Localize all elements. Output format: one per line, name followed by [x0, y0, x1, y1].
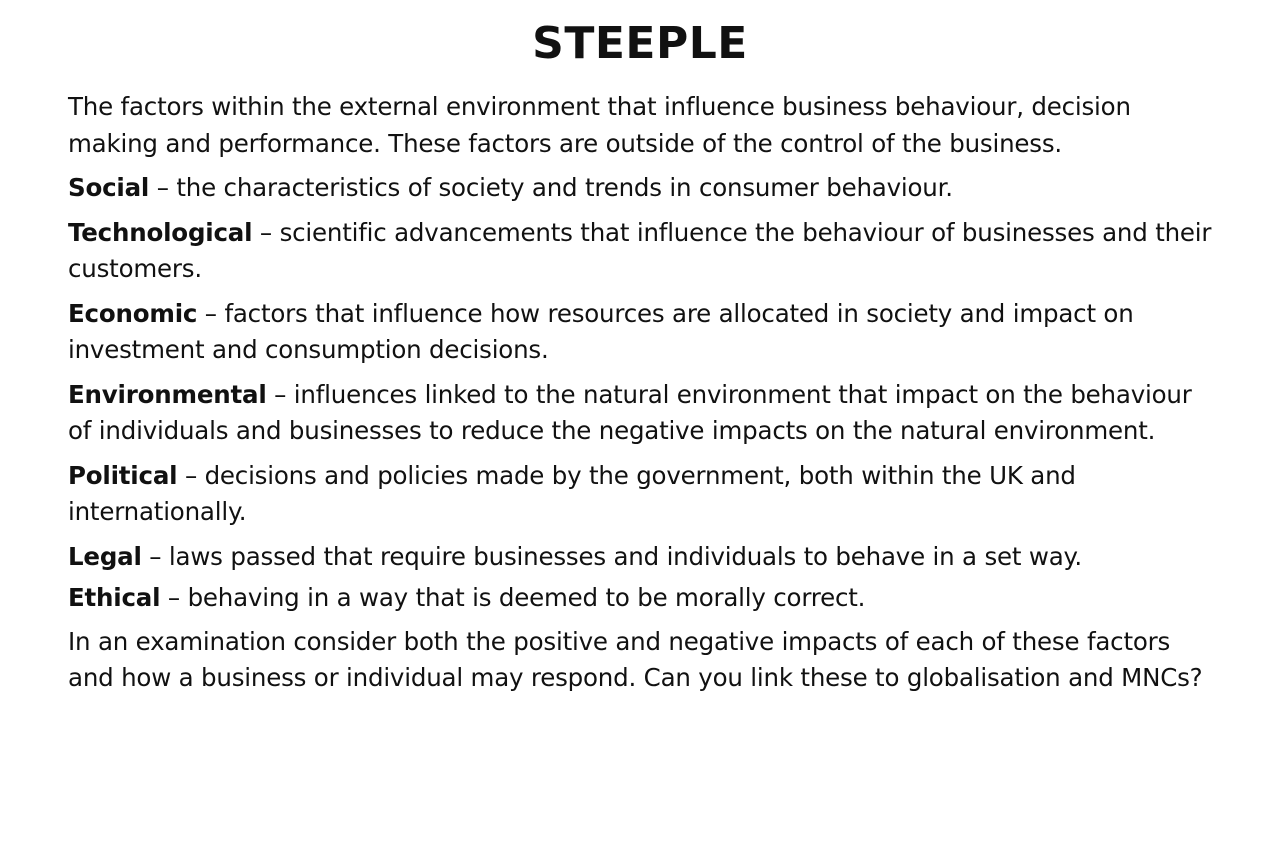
- factor-name: Ethical: [68, 583, 161, 612]
- factor-name: Environmental: [68, 379, 267, 409]
- factor-name: Social: [68, 173, 150, 202]
- factor-description: – scientific advancements that influence the behaviour of businesses and their customers.: [68, 217, 1212, 283]
- factor-ethical: [68, 580, 1218, 617]
- factor-political: [68, 458, 1218, 531]
- factor-description: – decisions and policies made by the government, both within the UK and internationally.: [68, 460, 1076, 526]
- factor-description: – laws passed that require businesses and individuals to behave in a set way.: [141, 541, 1082, 571]
- closing-paragraph: In an examination consider both the positive and negative impacts of each of these factors and how a business or individual may respond. Can you link these to globalisation and MNCs?: [68, 626, 1203, 692]
- factor-name: Political: [68, 460, 178, 490]
- factor-economic: [68, 296, 1218, 369]
- factor-environmental: [68, 377, 1218, 450]
- factor-technological: [68, 215, 1218, 288]
- intro-paragraph: The factors within the external environment that influence business behaviour, decision making and performance. These factors are outside of the control of the business.: [68, 92, 1131, 158]
- page-title: STEEPLE: [532, 18, 748, 69]
- factor-legal: [68, 539, 1218, 576]
- factor-description: – the characteristics of society and trends in consumer behaviour.: [149, 173, 953, 202]
- factor-social: [68, 170, 1218, 207]
- factor-description: – behaving in a way that is deemed to be morally correct.: [160, 583, 866, 612]
- document-page: [68, 0, 1218, 697]
- factor-description: – influences linked to the natural environment that impact on the behaviour of individuals and businesses to reduce the negative impacts on the natural environment.: [68, 379, 1192, 445]
- factor-name: Economic: [68, 298, 198, 328]
- factor-description: – factors that influence how resources are allocated in society and impact on investment and consumption decisions.: [68, 298, 1134, 364]
- factor-name: Legal: [68, 541, 142, 571]
- factor-name: Technological: [68, 217, 253, 247]
